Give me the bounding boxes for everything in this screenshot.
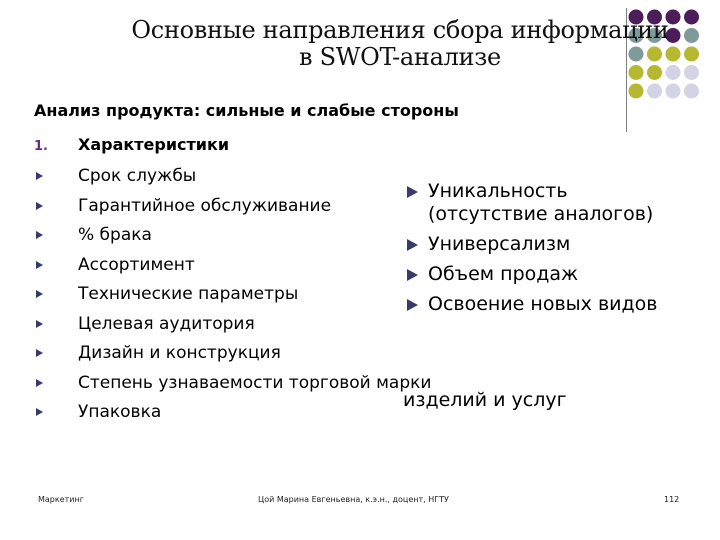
triangle-bullet-icon <box>407 239 418 251</box>
list-item: Объем продаж <box>405 263 665 286</box>
triangle-bullet-icon <box>36 231 43 239</box>
triangle-bullet-icon <box>36 408 43 416</box>
triangle-bullet-icon <box>36 172 43 180</box>
decorative-dot <box>666 84 681 99</box>
triangle-bullet-icon <box>36 290 43 298</box>
triangle-bullet-icon <box>407 186 418 198</box>
decorative-dot <box>647 84 662 99</box>
triangle-bullet-icon <box>407 269 418 281</box>
list-item: Освоение новых видов <box>405 293 665 316</box>
triangle-bullet-icon <box>36 320 43 328</box>
list-item-continuation: изделий и услуг <box>403 389 567 411</box>
list-item: Универсализм <box>405 233 665 256</box>
section-label: Характеристики <box>78 135 230 154</box>
slide-title-line1: Основные направления сбора информации <box>131 16 669 44</box>
triangle-bullet-icon <box>407 299 418 311</box>
section-heading <box>34 135 229 154</box>
triangle-bullet-icon <box>36 261 43 269</box>
page-number: 112 <box>664 495 680 504</box>
strengths-list <box>405 180 665 323</box>
decorative-dot <box>629 84 644 99</box>
section-number: 1. <box>34 139 48 154</box>
slide-title-line2: в SWOT-анализе <box>299 43 501 71</box>
triangle-bullet-icon <box>36 379 43 387</box>
list-item: Уникальность (отсутствие аналогов) <box>405 180 665 226</box>
decorative-dot <box>684 84 699 99</box>
triangle-bullet-icon <box>36 349 43 357</box>
triangle-bullet-icon <box>36 202 43 210</box>
footer-course: Маркетинг <box>38 495 84 504</box>
slide-subtitle: Анализ продукта: сильные и слабые стороны <box>34 101 459 120</box>
slide-title <box>90 17 710 71</box>
footer-author: Цой Марина Евгеньевна, к.э.н., доцент, НГТУ <box>258 495 449 504</box>
